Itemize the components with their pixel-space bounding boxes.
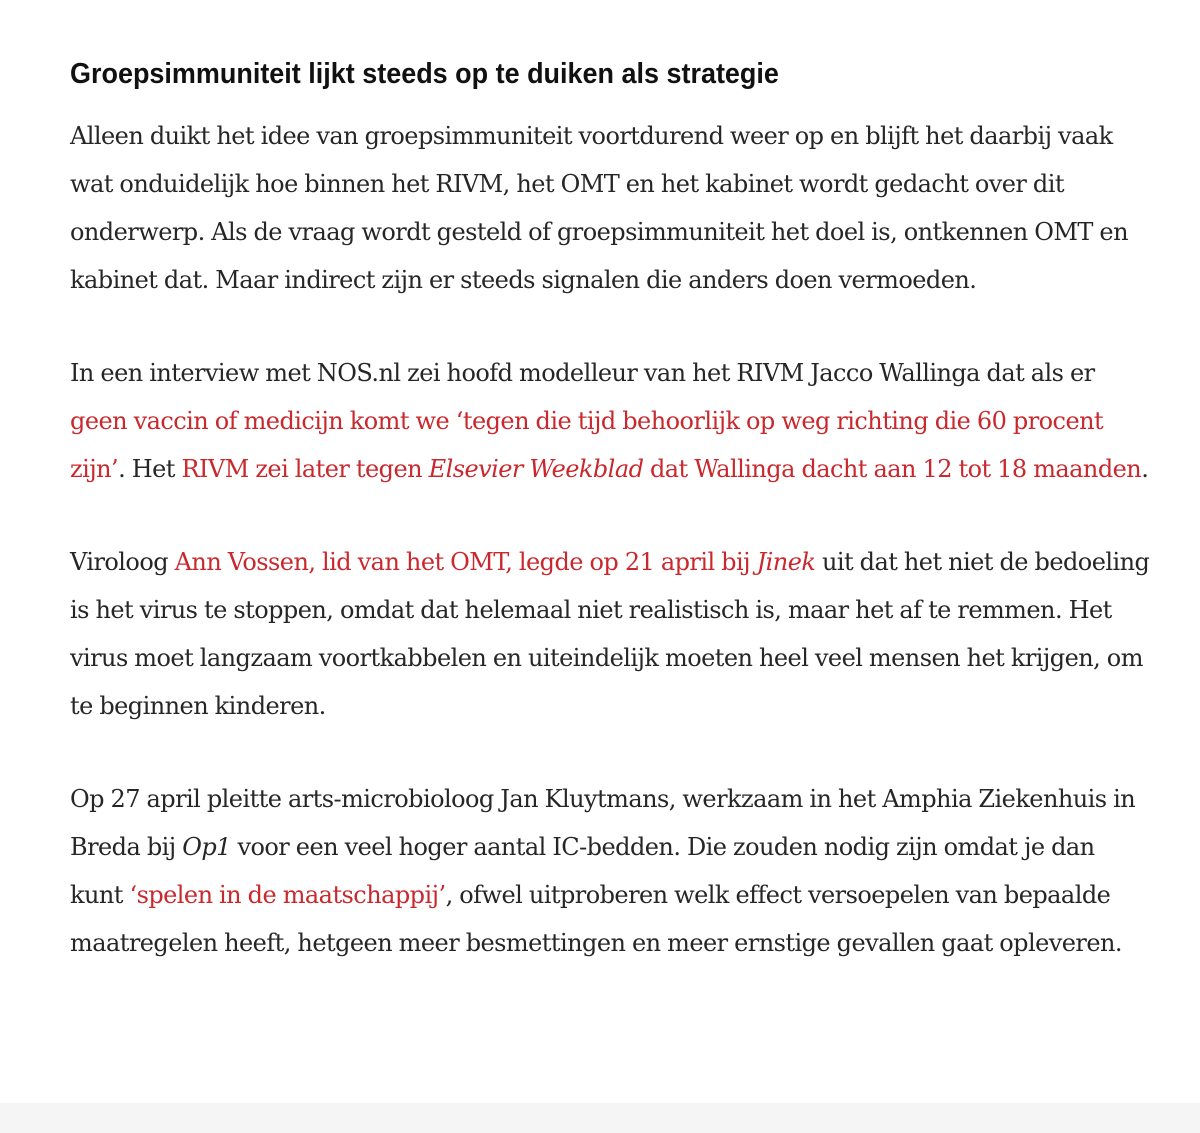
paragraph-4-text-a: Op 27 april pleitte arts-microbioloog Jan Kluytmans, werkzaam in het Amphia Ziekenhuis in Breda bij bbox=[70, 785, 1136, 861]
paragraph-2 bbox=[70, 349, 1150, 493]
paragraph-2-text-c: . bbox=[1141, 455, 1149, 483]
paragraph-4-text-c: , ofwel uitproberen welk effect versoepelen van bepaalde maatregelen heeft, hetgeen meer besmettingen en meer ernstige gevallen gaat opleveren. bbox=[70, 881, 1122, 957]
link-nos-interview[interactable]: geen vaccin of medicijn komt we ‘tegen die tijd behoorlijk op weg richting die 60 procent zijn’ bbox=[70, 407, 1104, 483]
link-jinek-title: Jinek bbox=[756, 548, 816, 576]
section-heading: Groepsimmuniteit lijkt steeds op te duiken als strategie bbox=[70, 58, 779, 90]
link-ann-vossen-text: Ann Vossen, lid van het OMT, legde op 21 april bij bbox=[174, 548, 757, 576]
paragraph-1 bbox=[70, 112, 1150, 304]
link-spelen-in-de-maatschappij[interactable]: ‘spelen in de maatschappij’ bbox=[129, 881, 446, 909]
link-elsevier-title: Elsevier Weekblad bbox=[428, 455, 644, 483]
link-elsevier-text-b: dat Wallinga dacht aan 12 tot 18 maanden bbox=[643, 455, 1142, 483]
paragraph-3-text-a: Viroloog bbox=[70, 548, 175, 576]
paragraph-4 bbox=[70, 775, 1150, 967]
paragraph-2-text-a: In een interview met NOS.nl zei hoofd modelleur van het RIVM Jacco Wallinga dat als er bbox=[70, 359, 1095, 387]
link-ann-vossen-jinek[interactable] bbox=[175, 548, 816, 576]
link-elsevier-weekblad[interactable] bbox=[181, 455, 1141, 483]
paragraph-4-text-b: voor een veel hoger aantal IC-bedden. Die zouden nodig zijn omdat je dan kunt bbox=[70, 833, 1095, 909]
paragraph-1-text: Alleen duikt het idee van groepsimmuniteit voortdurend weer op en blijft het daarbij vaak wat onduidelijk hoe binnen het RIVM, het OMT en het kabinet wordt gedacht over dit onderwerp. Als de vraag wordt gesteld of groepsimmuniteit het doel is, ontkennen OMT en kabinet dat. Maar indirect zijn er steeds signalen die anders doen vermoeden. bbox=[70, 122, 1128, 294]
paragraph-3 bbox=[70, 538, 1150, 730]
op1-program-title: Op1 bbox=[182, 833, 231, 861]
paragraph-3-text-b: uit dat het niet de bedoeling is het virus te stoppen, omdat dat helemaal niet realistisch is, maar het af te remmen. Het virus moet langzaam voortkabbelen en uiteindelijk moeten heel veel mensen het krijgen, om te beginnen kinderen. bbox=[70, 548, 1150, 720]
link-elsevier-text-a: RIVM zei later tegen bbox=[181, 455, 429, 483]
bottom-divider-band bbox=[0, 1103, 1200, 1133]
paragraph-2-text-b: . Het bbox=[118, 455, 182, 483]
article-body bbox=[70, 52, 1150, 1012]
